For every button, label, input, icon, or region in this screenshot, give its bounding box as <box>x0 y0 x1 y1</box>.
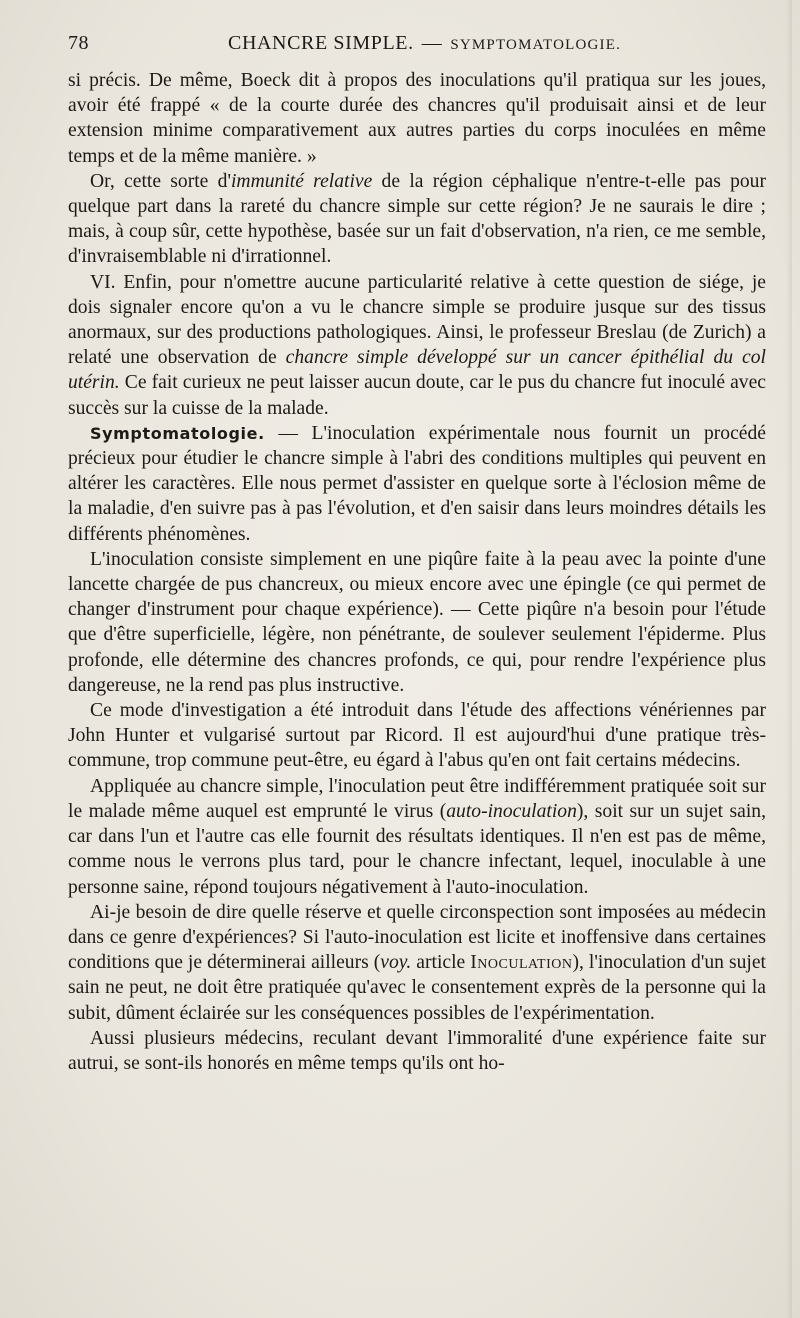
paragraph-3-text-b: Ce fait curieux ne peut laisser aucun doute, car le pus du chancre fut inoculé avec succès sur la cuisse de la malade. <box>68 372 766 419</box>
paragraph-8-text-c: ), l'inoculation d'un sujet sain ne peut, ne doit être pratiquée qu'avec le consentement exprès de la personne qui la subit, dûment éclairée sur les conséquences possibles de l'expérimentation. <box>68 952 766 1024</box>
paragraph-6: Ce mode d'investigation a été introduit dans l'étude des affections vénériennes par John Hunter et vulgarisé surtout par Ricord. Il est aujourd'hui d'une pratique très-commune, trop commune peut-être, eu égard à l'abus qu'en ont fait certains médecins. <box>68 700 766 772</box>
paragraph-8-text-b: article <box>411 952 471 974</box>
paragraph-2-italic: immunité relative <box>230 170 373 192</box>
paragraph-2-text-b: de la région céphalique n'entre-t-elle pas pour quelque part dans la rareté du chancre simple sur cette région? Je ne saurais le dire ; mais, à coup sûr, cette hypothèse, basée sur un fait d'observation, n'a rien, ce me semble, d'invraisemblable ni d'irrationnel. <box>68 170 766 268</box>
paragraph-7-text-b: ), soit sur un sujet sain, car dans l'un et l'autre cas elle fournit des résultats identiques. Il n'en est pas de même, comme nous le verrons plus tard, pour le chancre infectant, lequel, inoculable à une personne saine, répond toujours négativement à l'auto-inoculation. <box>68 800 766 898</box>
paragraph-8-text-a: Ai-je besoin de dire quelle réserve et quelle circonspection sont imposées au médecin dans ce genre d'expériences? Si l'auto-inoculation est licite et inoffensive dans certaines conditions que je déterminerai ailleurs ( <box>68 901 766 974</box>
section-heading-symptomatologie: Symptomatologie. <box>90 423 265 443</box>
paragraph-3 <box>68 270 766 421</box>
paragraph-3-text-a: VI. Enfin, pour n'omettre aucune particularité relative à cette question de siége, je dois signaler encore qu'on a vu le chancre simple se produire jusque sur des tissus anormaux, sur des productions pathologiques. Ainsi, le professeur Breslau (de Zurich) a relaté une observation de <box>68 271 766 369</box>
paragraph-2-text-a: Or, cette sorte d' <box>90 170 231 192</box>
body-text <box>68 68 766 1076</box>
paragraph-9: Aussi plusieurs médecins, reculant devant l'immoralité d'une expérience faite sur autrui, se sont-ils honorés en même temps qu'ils ont ho- <box>68 1027 766 1074</box>
paragraph-2 <box>68 169 766 270</box>
paragraph-4-text: — L'inoculation expérimentale nous fournit un procédé précieux pour étudier le chancre simple à l'abri des conditions multiples qui peuvent en altérer les caractères. Elle nous permet d'assister en quelque sorte à l'éclosion même de la maladie, d'en suivre pas à pas l'évolution, et d'en saisir dans leurs moindres détails les différents phénomènes. <box>68 422 766 545</box>
paragraph-8-smallcaps: Inoculation <box>470 952 573 974</box>
paragraph-8 <box>68 900 766 1026</box>
paragraph-8-italic: voy. <box>380 952 412 974</box>
running-title-main: CHANCRE SIMPLE. <box>228 32 414 54</box>
paragraph-7-italic: auto-inoculation <box>446 800 577 822</box>
paragraph-7 <box>68 774 766 900</box>
page-edge-shadow <box>786 0 792 1318</box>
paragraph-5: L'inoculation consiste simplement en une piqûre faite à la peau avec la pointe d'une lancette chargée de pus chancreux, ou mieux encore avec une épingle (ce qui permet de changer d'instrument pour chaque expérience). — Cette piqûre n'a besoin pour l'étude que d'être superficielle, légère, non pénétrante, de soulever seulement l'épiderme. Plus profonde, elle détermine des chancres profonds, ce qui, pour rendre l'expérience plus dangereuse, ne la rend pas plus instructive. <box>68 548 766 696</box>
running-title-sub: SYMPTOMATOLOGIE. <box>450 37 622 53</box>
paragraph-4 <box>68 421 766 547</box>
paragraph-3-italic: chancre simple développé sur un cancer épithélial du col utérin. <box>68 347 766 394</box>
running-header <box>68 30 766 66</box>
running-title-separator: — <box>421 32 443 54</box>
page-number: 78 <box>68 32 89 54</box>
paragraph-7-text-a: Appliquée au chancre simple, l'inoculation peut être indifféremment pratiquée soit sur le malade même auquel est emprunté le virus ( <box>68 775 766 822</box>
running-title <box>228 32 621 55</box>
paragraph-1: si précis. De même, Boeck dit à propos des inoculations qu'il pratiqua sur les joues, avoir été frappé « de la courte durée des chancres qu'il produisait ainsi et de leur extension minime comparativement aux autres parties du corps inoculées en même temps et de la même manière. » <box>68 70 766 167</box>
